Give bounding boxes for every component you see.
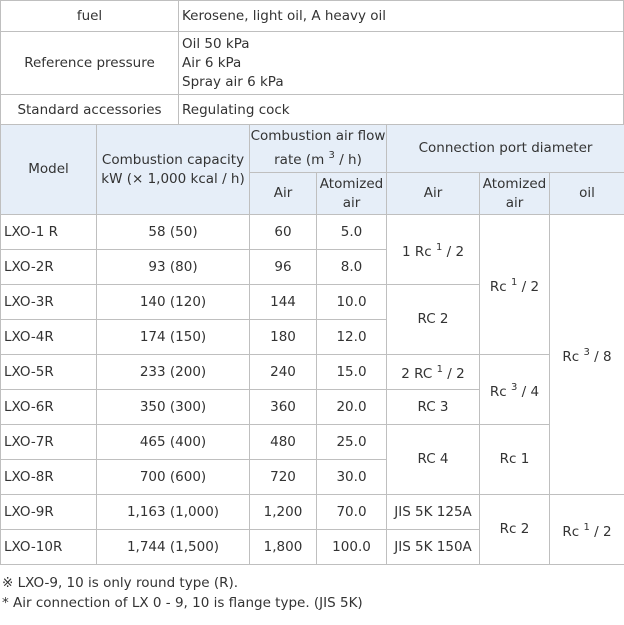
pressure-spray-air: Spray air 6 kPa (182, 73, 284, 90)
cell-model: LXO-3R (1, 285, 97, 320)
table-row (1, 495, 624, 530)
cell-conn-air: 2 RC $^1$ / 2 (387, 355, 480, 390)
cell-air-flow: 720 (250, 460, 317, 495)
cell-conn-air: RC 3 (387, 390, 480, 425)
pressure-oil: Oil 50 kPa (182, 35, 250, 52)
cell-air-flow: 180 (250, 320, 317, 355)
cell-atomized-flow: 20.0 (317, 390, 387, 425)
fuel-info-table (0, 0, 624, 126)
cell-capacity: 350 (300) (97, 390, 250, 425)
cell-capacity: 233 (200) (97, 355, 250, 390)
cell-conn-atomized: Rc 2 (480, 495, 550, 565)
cell-conn-air: RC 2 (387, 285, 480, 355)
footnote-round-type: ※ LXO-9, 10 is only round type (R). (2, 575, 239, 591)
table-row (1, 215, 624, 250)
info-key: fuel (1, 1, 179, 32)
cell-conn-oil: Rc $^1$ / 2 (550, 495, 624, 565)
cell-model: LXO-4R (1, 320, 97, 355)
header-model: Model (1, 125, 97, 215)
cell-capacity: 465 (400) (97, 425, 250, 460)
cell-atomized-flow: 12.0 (317, 320, 387, 355)
cell-atomized-flow: 100.0 (317, 530, 387, 565)
footnote-flange-type: * Air connection of LX 0 - 9, 10 is flange type. (JIS 5K) (2, 595, 363, 611)
cell-capacity: 58 (50) (97, 215, 250, 250)
cell-capacity: 700 (600) (97, 460, 250, 495)
model-spec-table (0, 124, 624, 565)
cell-conn-air: JIS 5K 125A (387, 495, 480, 530)
cell-atomized-flow: 30.0 (317, 460, 387, 495)
info-value: Kerosene, light oil, A heavy oil (179, 1, 624, 32)
info-row-pressure (1, 32, 624, 95)
header-conn-air: Air (387, 173, 480, 215)
cell-capacity: 140 (120) (97, 285, 250, 320)
header-capacity-line2: kW (× 1,000 kcal / h) (101, 170, 245, 187)
cell-atomized-flow: 8.0 (317, 250, 387, 285)
header-conn-oil: oil (550, 173, 624, 215)
pressure-air: Air 6 kPa (182, 54, 242, 71)
header-flow-atomized: Atomized air (317, 173, 387, 215)
cell-model: LXO-5R (1, 355, 97, 390)
info-value: Regulating cock (179, 95, 624, 126)
cell-conn-atomized: Rc 1 (480, 425, 550, 495)
cell-conn-atomized: Rc $^1$ / 2 (480, 215, 550, 355)
cell-air-flow: 144 (250, 285, 317, 320)
cell-air-flow: 1,800 (250, 530, 317, 565)
cell-model: LXO-1 R (1, 215, 97, 250)
cell-atomized-flow: 70.0 (317, 495, 387, 530)
info-row-accessories (1, 95, 624, 126)
header-air-flow-line2: rate (m $^3$ / h) (274, 150, 362, 168)
cell-conn-air: JIS 5K 150A (387, 530, 480, 565)
cell-capacity: 93 (80) (97, 250, 250, 285)
table-row (1, 355, 624, 390)
cell-model: LXO-7R (1, 425, 97, 460)
cell-model: LXO-8R (1, 460, 97, 495)
cell-atomized-flow: 5.0 (317, 215, 387, 250)
cell-model: LXO-9R (1, 495, 97, 530)
info-key: Standard accessories (1, 95, 179, 126)
footnotes (2, 573, 363, 613)
cell-model: LXO-2R (1, 250, 97, 285)
cell-air-flow: 360 (250, 390, 317, 425)
cell-air-flow: 480 (250, 425, 317, 460)
info-key: Reference pressure (1, 32, 179, 95)
cell-conn-oil: Rc $^3$ / 8 (550, 215, 624, 495)
header-air-flow (250, 125, 387, 173)
cell-air-flow: 60 (250, 215, 317, 250)
cell-air-flow: 1,200 (250, 495, 317, 530)
cell-capacity: 1,163 (1,000) (97, 495, 250, 530)
header-capacity (97, 125, 250, 215)
cell-atomized-flow: 25.0 (317, 425, 387, 460)
header-capacity-line1: Combustion capacity (101, 151, 245, 168)
header-flow-air: Air (250, 173, 317, 215)
table-row (1, 425, 624, 460)
cell-atomized-flow: 10.0 (317, 285, 387, 320)
cell-capacity: 1,744 (1,500) (97, 530, 250, 565)
cell-air-flow: 240 (250, 355, 317, 390)
cell-model: LXO-10R (1, 530, 97, 565)
cell-capacity: 174 (150) (97, 320, 250, 355)
cell-atomized-flow: 15.0 (317, 355, 387, 390)
info-value (179, 32, 624, 95)
cell-conn-air: 1 Rc $^1$ / 2 (387, 215, 480, 285)
header-conn-atomized: Atomized air (480, 173, 550, 215)
info-row-fuel (1, 1, 624, 32)
header-connection: Connection port diameter (387, 125, 624, 173)
cell-conn-air: RC 4 (387, 425, 480, 495)
cell-model: LXO-6R (1, 390, 97, 425)
cell-conn-atomized: Rc $^3$ / 4 (480, 355, 550, 425)
cell-air-flow: 96 (250, 250, 317, 285)
header-air-flow-line1: Combustion air flow (250, 128, 386, 144)
